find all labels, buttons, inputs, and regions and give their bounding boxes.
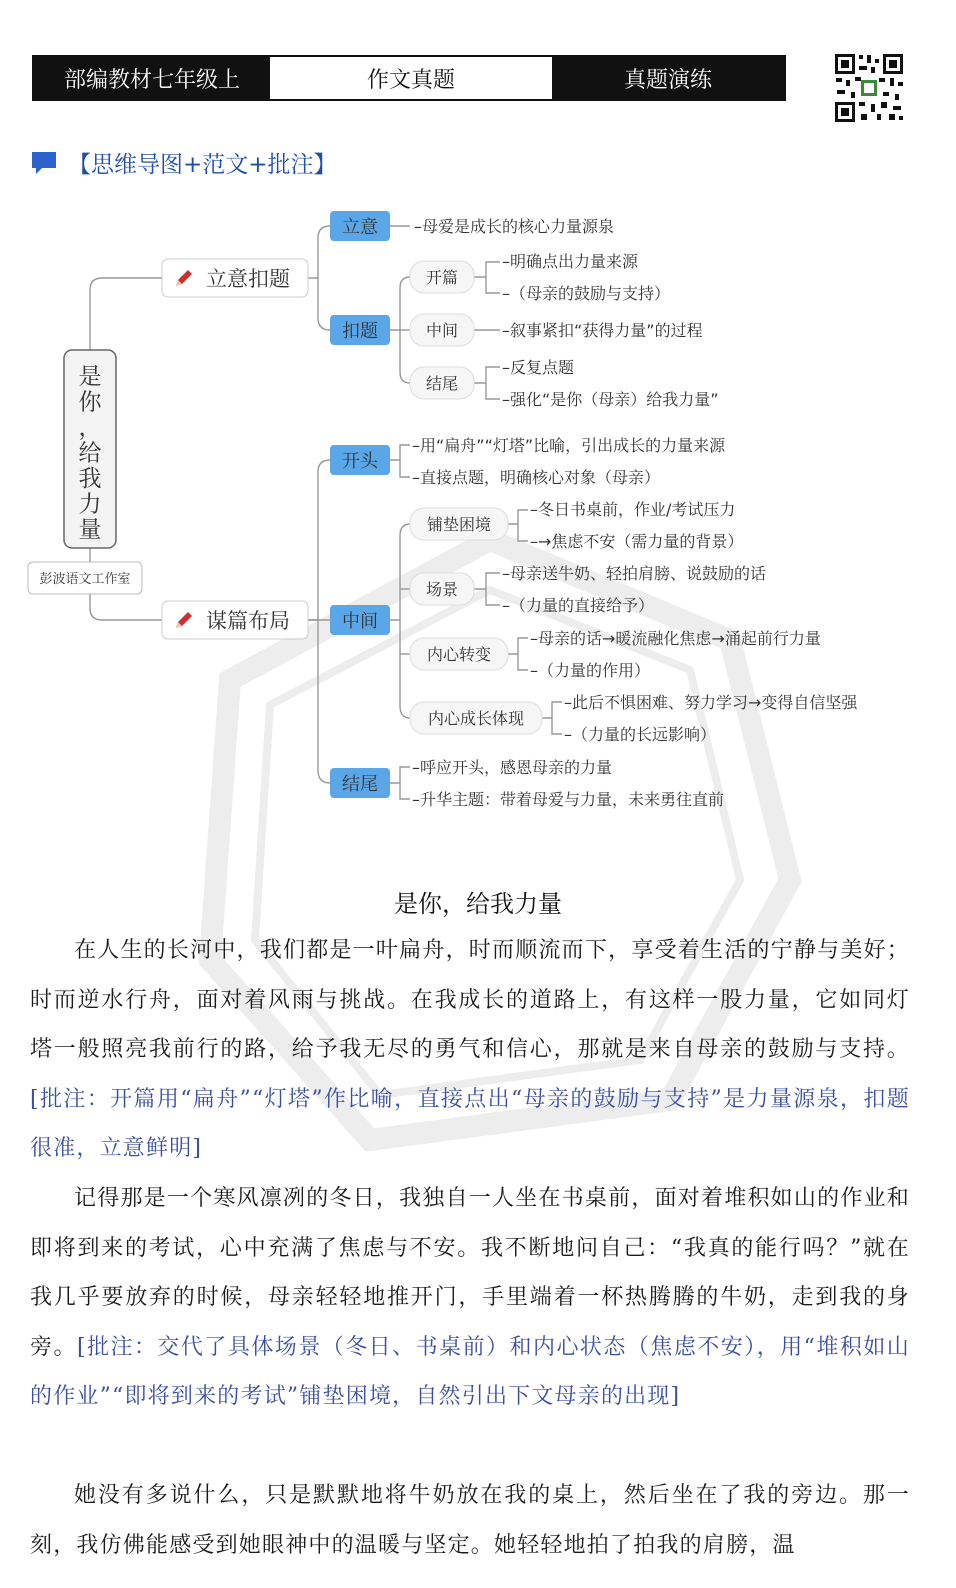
branch-theme-label: 立意扣题 xyxy=(206,267,290,291)
kaitou-line-1: –用“扁舟”“灯塔”比喻，引出成长的力量来源 xyxy=(412,436,726,455)
essay-title: 是你，给我力量 xyxy=(394,890,562,918)
essay-paragraph-3 xyxy=(30,1471,910,1570)
tag-ending-label: 结尾 xyxy=(342,774,378,795)
node-neixin-label: 内心转变 xyxy=(426,645,492,664)
branch-structure-label: 谋篇布局 xyxy=(206,609,290,633)
kaipian-line-1: –明确点出力量来源 xyxy=(502,252,639,271)
node-kaipian-label: 开篇 xyxy=(425,268,459,287)
node-chengzhang-label: 内心成长体现 xyxy=(427,709,525,728)
ending-line-1: –呼应开头，感恩母亲的力量 xyxy=(412,758,613,777)
chengzhang-line-1: –此后不惧困难、努力学习→变得自信坚强 xyxy=(564,693,858,712)
central-topic-text: 是你，给我力量 xyxy=(78,364,102,543)
jiewei-line-2: –强化“是你（母亲）给我力量” xyxy=(502,390,719,409)
paragraph-1-annotation: [批注：开篇用“扁舟”“灯塔”作比喻，直接点出“母亲的鼓励与支持”是力量源泉，扣题很准，立意鲜明] xyxy=(30,1086,910,1162)
node-changjing-label: 场景 xyxy=(425,580,459,599)
paragraph-2-text: 记得那是一个寒风凛冽的冬日，我独自一人坐在书桌前，面对着堆积如山的作业和即将到来的考试，心中充满了焦虑与不安。我不断地问自己：“我真的能行吗？”就在我几乎要放弃的时候，母亲轻轻地推开门，手里端着一杯热腾腾的牛奶，走到我的身旁。 xyxy=(30,1186,910,1360)
tag-koti-label: 扣题 xyxy=(342,321,378,342)
jiewei-line-1: –反复点题 xyxy=(502,358,575,377)
node-pudian-label: 铺垫困境 xyxy=(426,515,492,534)
paragraph-3-text: 她没有多说什么，只是默默地将牛奶放在我的桌上，然后坐在了我的旁边。那一刻，我仿佛能感受到她眼神中的温暖与坚定。她轻轻地拍了拍我的肩膀，温 xyxy=(30,1483,910,1558)
chengzhang-line-2: –（力量的长远影响） xyxy=(564,725,717,744)
kaitou-line-2: –直接点题，明确核心对象（母亲） xyxy=(412,468,661,487)
node-zhongjian-label: 中间 xyxy=(425,321,459,340)
changjing-line-1: –母亲送牛奶、轻拍肩膀、说鼓励的话 xyxy=(502,564,767,583)
changjing-line-2: –（力量的直接给予） xyxy=(502,596,655,615)
tag-kaitou-label: 开头 xyxy=(342,451,378,472)
pudian-line-2: –→焦虑不安（需力量的背景） xyxy=(530,532,744,551)
header-category-label: 作文真题 xyxy=(270,57,552,99)
node-jiewei-label: 结尾 xyxy=(425,374,459,393)
section-title-text: 【思维导图+范文+批注】 xyxy=(68,152,337,178)
neixin-line-2: –（力量的作用） xyxy=(530,661,651,680)
zhongjian-line-1: –叙事紧扣“获得力量”的过程 xyxy=(502,321,703,340)
header-practice-label: 真题演练 xyxy=(552,57,784,99)
neixin-line-1: –母亲的话→暖流融化焦虑→涌起前行力量 xyxy=(530,629,821,648)
kaipian-line-2: –（母亲的鼓励与支持） xyxy=(502,284,671,303)
paragraph-1-text: 在人生的长河中，我们都是一叶扁舟，时而顺流而下，享受着生活的宁静与美好；时而逆水行舟，面对着风雨与挑战。在我成长的道路上，有这样一股力量，它如同灯塔一般照亮我前行的路，给予我无尽的勇气和信心，那就是来自母亲的鼓励与支持。 xyxy=(30,938,910,1063)
studio-label: 彭波语文工作室 xyxy=(39,572,131,587)
liyi-text: –母爱是成长的核心力量源泉 xyxy=(414,217,615,236)
tag-liyi-label: 立意 xyxy=(342,217,378,238)
ending-line-2: –升华主题：带着母爱与力量，未来勇往直前 xyxy=(412,790,725,809)
pudian-line-1: –冬日书桌前，作业/考试压力 xyxy=(530,500,736,519)
header-grade-label: 部编教材七年级上 xyxy=(34,57,270,99)
essay-paragraph-1 xyxy=(30,926,910,1174)
paragraph-2-annotation: [批注：交代了具体场景（冬日、书桌前）和内心状态（焦虑不安），用“堆积如山的作业”“即将到来的考试”铺垫困境，自然引出下文母亲的出现] xyxy=(30,1334,910,1410)
essay-paragraph-2 xyxy=(30,1174,910,1422)
tag-middle-label: 中间 xyxy=(342,611,378,632)
